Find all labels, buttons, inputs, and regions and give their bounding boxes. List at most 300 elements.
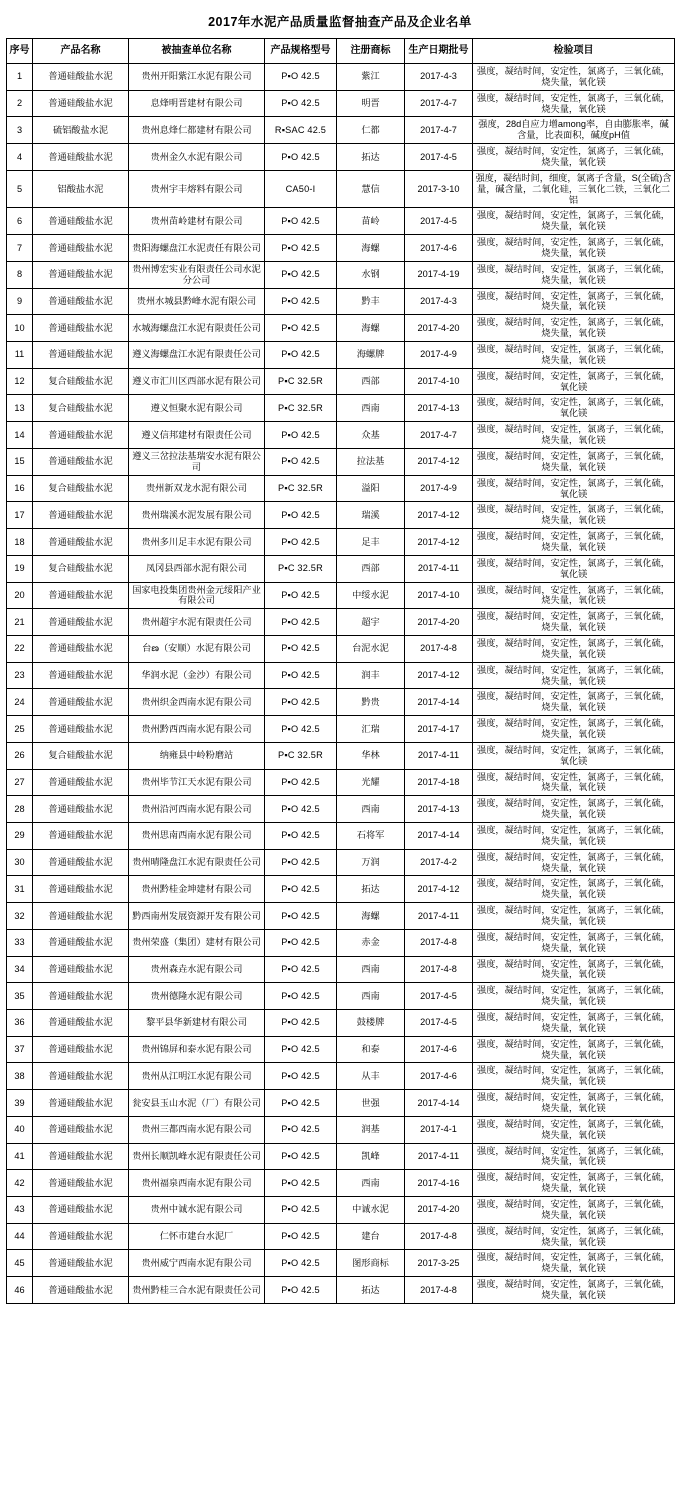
- cell-production-date: 2017-4-2: [405, 849, 473, 876]
- cell-trademark: 拓达: [337, 1277, 405, 1304]
- cell-index: 18: [7, 529, 33, 556]
- page-title: 2017年水泥产品质量监督抽查产品及企业名单: [208, 15, 472, 29]
- cell-inspection-items: 强度，凝结时间，安定性，氯离子，三氧化硫，烧失量，氧化镁: [473, 1036, 675, 1063]
- cell-production-date: 2017-4-14: [405, 689, 473, 716]
- table-row: [7, 1143, 675, 1170]
- cell-product-name: 普通硅酸盐水泥: [33, 929, 129, 956]
- cell-inspected-unit: 黎平县华新建材有限公司: [129, 1010, 265, 1037]
- cell-production-date: 2017-4-18: [405, 769, 473, 796]
- cell-inspected-unit: 贵州黔桂金坤建材有限公司: [129, 876, 265, 903]
- cell-index: 6: [7, 208, 33, 235]
- cell-index: 25: [7, 716, 33, 743]
- cell-trademark: 世强: [337, 1090, 405, 1117]
- cell-product-name: 复合硅酸盐水泥: [33, 555, 129, 582]
- table-row: [7, 1063, 675, 1090]
- cell-product-name: 普通硅酸盐水泥: [33, 876, 129, 903]
- cell-inspection-items: 强度，凝结时间，安定性，氯离子，三氧化硫，烧失量，氧化镁: [473, 609, 675, 636]
- cell-production-date: 2017-4-12: [405, 529, 473, 556]
- table-row: [7, 822, 675, 849]
- cell-inspection-items: 强度，凝结时间，安定性，氯离子，三氧化硫，烧失量，氧化镁: [473, 1116, 675, 1143]
- cell-inspection-items: 强度，凝结时间，安定性，氯离子，三氧化硫，烧失量，氧化镁: [473, 342, 675, 369]
- cell-product-name: 普通硅酸盐水泥: [33, 1170, 129, 1197]
- cell-spec-model: P▪O 42.5: [265, 1170, 337, 1197]
- table-row: [7, 903, 675, 930]
- cell-inspection-items: 强度，凝结时间，安定性，氯离子，三氧化硫，烧失量，氧化镁: [473, 144, 675, 171]
- cell-product-name: 普通硅酸盐水泥: [33, 635, 129, 662]
- cell-production-date: 2017-4-7: [405, 422, 473, 449]
- cell-production-date: 2017-4-8: [405, 1277, 473, 1304]
- cell-inspected-unit: 贵州锦屏和泰水泥有限公司: [129, 1036, 265, 1063]
- cell-inspection-items: 强度，凝结时间，安定性，氯离子，三氧化硫，烧失量，氧化镁: [473, 1250, 675, 1277]
- cell-inspection-items: 强度，凝结时间，安定性，氯离子，三氧化硫，烧失量，氧化镁: [473, 876, 675, 903]
- table-row: [7, 983, 675, 1010]
- cell-inspected-unit: 贵州毕节江天水泥有限公司: [129, 769, 265, 796]
- cell-trademark: 足丰: [337, 529, 405, 556]
- cell-product-name: 普通硅酸盐水泥: [33, 235, 129, 262]
- cell-index: 30: [7, 849, 33, 876]
- cell-inspected-unit: 贵州开阳紫江水泥有限公司: [129, 64, 265, 91]
- cell-index: 29: [7, 822, 33, 849]
- cell-trademark: 仁都: [337, 117, 405, 144]
- cell-production-date: 2017-3-10: [405, 170, 473, 208]
- cell-product-name: 普通硅酸盐水泥: [33, 422, 129, 449]
- table-row: [7, 170, 675, 208]
- cell-inspected-unit: 贵州长顺凯峰水泥有限责任公司: [129, 1143, 265, 1170]
- cell-product-name: 普通硅酸盐水泥: [33, 1197, 129, 1224]
- cell-inspected-unit: 贵阳海螺盘江水泥责任有限公司: [129, 235, 265, 262]
- table-row: [7, 422, 675, 449]
- table-row: [7, 689, 675, 716]
- cell-product-name: 普通硅酸盐水泥: [33, 64, 129, 91]
- table-row: [7, 582, 675, 609]
- cell-product-name: 普通硅酸盐水泥: [33, 1063, 129, 1090]
- cell-spec-model: P▪O 42.5: [265, 1250, 337, 1277]
- cell-product-name: 普通硅酸盐水泥: [33, 689, 129, 716]
- table-row: [7, 208, 675, 235]
- cell-index: 19: [7, 555, 33, 582]
- cell-spec-model: P▪O 42.5: [265, 1090, 337, 1117]
- cell-spec-model: P▪O 42.5: [265, 822, 337, 849]
- column-header-index: 序号: [7, 39, 33, 64]
- cell-index: 16: [7, 475, 33, 502]
- cell-inspection-items: 强度，凝结时间，安定性，氯离子，三氧化硫，烧失量，氧化镁: [473, 288, 675, 315]
- cell-product-name: 普通硅酸盐水泥: [33, 1277, 129, 1304]
- cell-spec-model: P▪O 42.5: [265, 582, 337, 609]
- column-header-date: 生产日期批号: [405, 39, 473, 64]
- cell-production-date: 2017-4-11: [405, 742, 473, 769]
- cell-trademark: 瑞溪: [337, 502, 405, 529]
- cell-spec-model: P▪O 42.5: [265, 529, 337, 556]
- cell-spec-model: P▪O 42.5: [265, 288, 337, 315]
- table-row: [7, 876, 675, 903]
- cell-inspected-unit: 水城海螺盘江水泥有限责任公司: [129, 315, 265, 342]
- cell-product-name: 普通硅酸盐水泥: [33, 983, 129, 1010]
- cell-trademark: 西部: [337, 368, 405, 395]
- cell-product-name: 普通硅酸盐水泥: [33, 288, 129, 315]
- cell-index: 7: [7, 235, 33, 262]
- cell-inspected-unit: 贵州威宁西南水泥有限公司: [129, 1250, 265, 1277]
- cell-trademark: 西南: [337, 796, 405, 823]
- cell-inspected-unit: 凤冈县西部水泥有限公司: [129, 555, 265, 582]
- cell-trademark: 明晋: [337, 90, 405, 117]
- cell-production-date: 2017-4-5: [405, 144, 473, 171]
- cell-trademark: 中绥水泥: [337, 582, 405, 609]
- cell-spec-model: P▪O 42.5: [265, 1197, 337, 1224]
- cell-inspection-items: 强度，凝结时间，安定性，氯离子，三氧化硫，烧失量，氧化镁: [473, 956, 675, 983]
- cell-trademark: 溢阳: [337, 475, 405, 502]
- cell-production-date: 2017-3-25: [405, 1250, 473, 1277]
- cell-inspected-unit: 纳雍县中岭粉磨站: [129, 742, 265, 769]
- cell-trademark: 海螺: [337, 903, 405, 930]
- cell-inspected-unit: 贵州博宏实业有限责任公司水泥分公司: [129, 261, 265, 288]
- cell-spec-model: P▪O 42.5: [265, 689, 337, 716]
- cell-index: 1: [7, 64, 33, 91]
- cell-product-name: 普通硅酸盐水泥: [33, 448, 129, 475]
- cell-inspected-unit: 贵州三都西南水泥有限公司: [129, 1116, 265, 1143]
- cell-spec-model: P▪O 42.5: [265, 1036, 337, 1063]
- cell-product-name: 复合硅酸盐水泥: [33, 395, 129, 422]
- cell-spec-model: P▪O 42.5: [265, 903, 337, 930]
- table-row: [7, 395, 675, 422]
- cell-inspected-unit: 遵义恒聚水泥有限公司: [129, 395, 265, 422]
- cell-trademark: 赤金: [337, 929, 405, 956]
- cell-inspected-unit: 贵州水城县黔峰水泥有限公司: [129, 288, 265, 315]
- cell-index: 5: [7, 170, 33, 208]
- cell-production-date: 2017-4-12: [405, 502, 473, 529]
- cell-index: 12: [7, 368, 33, 395]
- cell-trademark: 海螺牌: [337, 342, 405, 369]
- cell-index: 20: [7, 582, 33, 609]
- cell-inspection-items: 强度，凝结时间，安定性，氯离子，三氧化硫，烧失量，氧化镁: [473, 635, 675, 662]
- cell-index: 8: [7, 261, 33, 288]
- cell-inspected-unit: 息烽明晋建材有限公司: [129, 90, 265, 117]
- cell-product-name: 普通硅酸盐水泥: [33, 1116, 129, 1143]
- cell-production-date: 2017-4-8: [405, 956, 473, 983]
- cell-inspected-unit: 贵州沿河西南水泥有限公司: [129, 796, 265, 823]
- table-row: [7, 796, 675, 823]
- cell-index: 46: [7, 1277, 33, 1304]
- cell-trademark: 凯峰: [337, 1143, 405, 1170]
- cell-product-name: 普通硅酸盐水泥: [33, 849, 129, 876]
- cell-production-date: 2017-4-12: [405, 662, 473, 689]
- cell-product-name: 普通硅酸盐水泥: [33, 502, 129, 529]
- cell-inspection-items: 强度，凝结时间，安定性，氯离子，三氧化硫，烧失量，氧化镁: [473, 235, 675, 262]
- cell-product-name: 普通硅酸盐水泥: [33, 1010, 129, 1037]
- table-row: [7, 1090, 675, 1117]
- cell-trademark: 黔丰: [337, 288, 405, 315]
- cell-product-name: 普通硅酸盐水泥: [33, 796, 129, 823]
- cell-index: 24: [7, 689, 33, 716]
- cell-inspection-items: 强度，凝结时间，安定性，氯离子，三氧化硫，烧失量，氧化镁: [473, 502, 675, 529]
- cell-product-name: 复合硅酸盐水泥: [33, 368, 129, 395]
- cell-spec-model: P▪O 42.5: [265, 64, 337, 91]
- cell-inspected-unit: 贵州超宇水泥有限责任公司: [129, 609, 265, 636]
- cell-trademark: 鼓楼牌: [337, 1010, 405, 1037]
- cell-production-date: 2017-4-11: [405, 1143, 473, 1170]
- cell-trademark: 拓达: [337, 144, 405, 171]
- cell-inspection-items: 强度，凝结时间，安定性，氯离子，三氧化硫，烧失量，氧化镁: [473, 1197, 675, 1224]
- table-row: [7, 1250, 675, 1277]
- cell-inspected-unit: 黔西南州发展资源开发有限公司: [129, 903, 265, 930]
- cell-trademark: 西南: [337, 983, 405, 1010]
- cell-trademark: 拉法基: [337, 448, 405, 475]
- table-row: [7, 1036, 675, 1063]
- cell-inspection-items: 强度，凝结时间，安定性，氯离子，三氧化硫，烧失量，氧化镁: [473, 1063, 675, 1090]
- cell-product-name: 普通硅酸盐水泥: [33, 261, 129, 288]
- cell-trademark: 光耀: [337, 769, 405, 796]
- cell-production-date: 2017-4-20: [405, 1197, 473, 1224]
- cell-spec-model: P▪C 32.5R: [265, 742, 337, 769]
- cell-spec-model: P▪O 42.5: [265, 929, 337, 956]
- cell-spec-model: CA50-I: [265, 170, 337, 208]
- cell-trademark: 润基: [337, 1116, 405, 1143]
- cell-product-name: 普通硅酸盐水泥: [33, 1143, 129, 1170]
- cell-inspection-items: 强度，凝结时间，安定性，氯离子，三氧化硫，烧失量，氧化镁: [473, 662, 675, 689]
- cell-index: 4: [7, 144, 33, 171]
- cell-trademark: 苗岭: [337, 208, 405, 235]
- cell-spec-model: P▪O 42.5: [265, 261, 337, 288]
- cell-inspected-unit: 遵义海螺盘江水泥有限责任公司: [129, 342, 265, 369]
- cell-spec-model: P▪O 42.5: [265, 849, 337, 876]
- cell-spec-model: P▪C 32.5R: [265, 395, 337, 422]
- cell-spec-model: P▪O 42.5: [265, 1143, 337, 1170]
- cell-production-date: 2017-4-5: [405, 208, 473, 235]
- cell-spec-model: P▪O 42.5: [265, 1277, 337, 1304]
- cell-production-date: 2017-4-14: [405, 1090, 473, 1117]
- cell-inspected-unit: 贵州思南西南水泥有限公司: [129, 822, 265, 849]
- cell-index: 17: [7, 502, 33, 529]
- cell-trademark: 拓达: [337, 876, 405, 903]
- cell-production-date: 2017-4-16: [405, 1170, 473, 1197]
- table-row: [7, 635, 675, 662]
- column-header-spec: 产品规格型号: [265, 39, 337, 64]
- cell-production-date: 2017-4-8: [405, 635, 473, 662]
- cell-production-date: 2017-4-20: [405, 609, 473, 636]
- cell-inspected-unit: 贵州德隆水泥有限公司: [129, 983, 265, 1010]
- cell-spec-model: P▪O 42.5: [265, 716, 337, 743]
- cell-product-name: 普通硅酸盐水泥: [33, 822, 129, 849]
- cell-product-name: 普通硅酸盐水泥: [33, 529, 129, 556]
- cell-index: 43: [7, 1197, 33, 1224]
- cell-index: 45: [7, 1250, 33, 1277]
- cell-inspected-unit: 华润水泥（金沙）有限公司: [129, 662, 265, 689]
- table-row: [7, 555, 675, 582]
- cell-trademark: 黔贵: [337, 689, 405, 716]
- cell-trademark: 中诚水泥: [337, 1197, 405, 1224]
- cell-index: 38: [7, 1063, 33, 1090]
- cell-trademark: 超宇: [337, 609, 405, 636]
- cell-spec-model: P▪C 32.5R: [265, 368, 337, 395]
- cell-inspected-unit: 贵州黔西西南水泥有限公司: [129, 716, 265, 743]
- table-row: [7, 1197, 675, 1224]
- cell-inspection-items: 强度，凝结时间，细度，氯离子含量，S(全硫)含量，碱含量，二氧化硅，三氧化二铁，三氧化二铝: [473, 170, 675, 208]
- cell-production-date: 2017-4-5: [405, 1010, 473, 1037]
- cell-trademark: 万润: [337, 849, 405, 876]
- cell-trademark: 西南: [337, 1170, 405, 1197]
- cell-product-name: 普通硅酸盐水泥: [33, 1036, 129, 1063]
- cell-production-date: 2017-4-6: [405, 1063, 473, 1090]
- cell-product-name: 普通硅酸盐水泥: [33, 1090, 129, 1117]
- cell-spec-model: P▪O 42.5: [265, 342, 337, 369]
- cell-trademark: 和泰: [337, 1036, 405, 1063]
- cell-production-date: 2017-4-6: [405, 235, 473, 262]
- cell-spec-model: P▪O 42.5: [265, 208, 337, 235]
- cell-spec-model: P▪O 42.5: [265, 1063, 337, 1090]
- cell-production-date: 2017-4-14: [405, 822, 473, 849]
- table-row: [7, 342, 675, 369]
- table-row: [7, 769, 675, 796]
- cell-inspection-items: 强度，凝结时间，安定性，氯离子，三氧化硫，烧失量，氧化镁: [473, 1010, 675, 1037]
- cell-inspected-unit: 贵州息烽仁都建材有限公司: [129, 117, 265, 144]
- cell-trademark: 从丰: [337, 1063, 405, 1090]
- cell-index: 28: [7, 796, 33, 823]
- column-header-items: 检验项目: [473, 39, 675, 64]
- table-row: [7, 288, 675, 315]
- cell-index: 11: [7, 342, 33, 369]
- cell-trademark: 润丰: [337, 662, 405, 689]
- cell-production-date: 2017-4-7: [405, 117, 473, 144]
- cell-trademark: 紫江: [337, 64, 405, 91]
- cell-trademark: 石将军: [337, 822, 405, 849]
- table-row: [7, 716, 675, 743]
- table-row: [7, 90, 675, 117]
- cell-spec-model: P▪C 32.5R: [265, 555, 337, 582]
- cell-production-date: 2017-4-8: [405, 929, 473, 956]
- cell-inspection-items: 强度，凝结时间，安定性，氯离子，三氧化硫，烧失量，氧化镁: [473, 315, 675, 342]
- cell-index: 3: [7, 117, 33, 144]
- table-header: [7, 39, 675, 64]
- cell-production-date: 2017-4-12: [405, 876, 473, 903]
- table-row: [7, 609, 675, 636]
- cell-production-date: 2017-4-13: [405, 395, 473, 422]
- cell-trademark: 西南: [337, 395, 405, 422]
- cell-production-date: 2017-4-3: [405, 288, 473, 315]
- cell-inspection-items: 强度，凝结时间，安定性，氯离子，三氧化硫，烧失量，氧化镁: [473, 689, 675, 716]
- table-row: [7, 368, 675, 395]
- table-row: [7, 261, 675, 288]
- cell-inspected-unit: 贵州森垚水泥有限公司: [129, 956, 265, 983]
- cell-trademark: 众基: [337, 422, 405, 449]
- cell-product-name: 普通硅酸盐水泥: [33, 609, 129, 636]
- cell-inspection-items: 强度，凝结时间，安定性，氯离子，三氧化硫，烧失量，氧化镁: [473, 448, 675, 475]
- cell-inspection-items: 强度，凝结时间，安定性，氯离子，三氧化硫，氧化镁: [473, 475, 675, 502]
- table-row: [7, 529, 675, 556]
- cell-inspection-items: 强度，凝结时间，安定性，氯离子，三氧化硫，烧失量，氧化镁: [473, 261, 675, 288]
- cell-index: 13: [7, 395, 33, 422]
- table-row: [7, 956, 675, 983]
- cell-spec-model: P▪O 42.5: [265, 502, 337, 529]
- cell-spec-model: P▪O 42.5: [265, 235, 337, 262]
- cell-spec-model: P▪O 42.5: [265, 315, 337, 342]
- cell-product-name: 普通硅酸盐水泥: [33, 582, 129, 609]
- cell-production-date: 2017-4-12: [405, 448, 473, 475]
- cell-index: 22: [7, 635, 33, 662]
- cell-product-name: 普通硅酸盐水泥: [33, 903, 129, 930]
- cell-trademark: 汇瑞: [337, 716, 405, 743]
- cell-inspected-unit: 贵州苗岭建材有限公司: [129, 208, 265, 235]
- cell-inspection-items: 强度，凝结时间，安定性，氯离子，三氧化硫，烧失量，氧化镁: [473, 90, 675, 117]
- cell-index: 27: [7, 769, 33, 796]
- cell-inspected-unit: 贵州多川足丰水泥有限公司: [129, 529, 265, 556]
- column-header-brand: 注册商标: [337, 39, 405, 64]
- cell-product-name: 普通硅酸盐水泥: [33, 208, 129, 235]
- cell-inspected-unit: 遵义三岔拉法基瑞安水泥有限公司: [129, 448, 265, 475]
- cell-index: 33: [7, 929, 33, 956]
- cell-index: 2: [7, 90, 33, 117]
- cell-inspection-items: 强度，凝结时间，安定性，氯离子，三氧化硫，烧失量，氧化镁: [473, 796, 675, 823]
- table-row: [7, 64, 675, 91]
- cell-inspection-items: 强度，凝结时间，安定性，氯离子，三氧化硫，氧化镁: [473, 368, 675, 395]
- cell-inspection-items: 强度，凝结时间，安定性，氯离子，三氧化硫，氧化镁: [473, 742, 675, 769]
- cell-inspected-unit: 遵义市汇川区西部水泥有限公司: [129, 368, 265, 395]
- cell-index: 42: [7, 1170, 33, 1197]
- cell-spec-model: P▪O 42.5: [265, 144, 337, 171]
- cell-inspection-items: 强度，凝结时间，安定性，氯离子，三氧化硫，烧失量，氧化镁: [473, 582, 675, 609]
- cell-index: 9: [7, 288, 33, 315]
- cell-inspected-unit: 仁怀市建台水泥厂: [129, 1223, 265, 1250]
- table-row: [7, 1277, 675, 1304]
- cell-spec-model: P▪O 42.5: [265, 1223, 337, 1250]
- cell-inspected-unit: 贵州织金西南水泥有限公司: [129, 689, 265, 716]
- table-row: [7, 1010, 675, 1037]
- cell-trademark: 西部: [337, 555, 405, 582]
- cell-inspection-items: 强度，凝结时间，安定性，氯离子，三氧化硫，烧失量，氧化镁: [473, 716, 675, 743]
- table-row: [7, 1170, 675, 1197]
- cell-inspection-items: 强度，凝结时间，安定性，氯离子，三氧化硫，烧失量，氧化镁: [473, 1223, 675, 1250]
- table-row: [7, 117, 675, 144]
- cell-product-name: 普通硅酸盐水泥: [33, 1250, 129, 1277]
- cell-inspection-items: 强度，凝结时间，安定性，氯离子，三氧化硫，氧化镁: [473, 555, 675, 582]
- column-header-product: 产品名称: [33, 39, 129, 64]
- cell-inspected-unit: 贵州新双龙水泥有限公司: [129, 475, 265, 502]
- cell-inspection-items: 强度，凝结时间，安定性，氯离子，三氧化硫，烧失量，氧化镁: [473, 769, 675, 796]
- table-row: [7, 929, 675, 956]
- cell-production-date: 2017-4-6: [405, 1036, 473, 1063]
- table-row: [7, 849, 675, 876]
- cell-index: 21: [7, 609, 33, 636]
- cell-inspection-items: 强度，凝结时间，安定性，氯离子，三氧化硫，烧失量，氧化镁: [473, 929, 675, 956]
- cell-spec-model: P▪O 42.5: [265, 1116, 337, 1143]
- cell-inspection-items: 强度，28d自应力增among率，自由膨胀率，碱含量，比表面积，碱度pH值: [473, 117, 675, 144]
- cell-index: 14: [7, 422, 33, 449]
- cell-spec-model: P▪O 42.5: [265, 609, 337, 636]
- cell-index: 23: [7, 662, 33, 689]
- cell-product-name: 普通硅酸盐水泥: [33, 144, 129, 171]
- cell-inspection-items: 强度，凝结时间，安定性，氯离子，三氧化硫，烧失量，氧化镁: [473, 903, 675, 930]
- cell-production-date: 2017-4-17: [405, 716, 473, 743]
- cell-inspection-items: 强度，凝结时间，安定性，氯离子，三氧化硫，烧失量，氧化镁: [473, 422, 675, 449]
- cell-production-date: 2017-4-10: [405, 582, 473, 609]
- cell-inspected-unit: 贵州宇丰熔料有限公司: [129, 170, 265, 208]
- cell-inspected-unit: 台ణ（安顺）水泥有限公司: [129, 635, 265, 662]
- cell-trademark: 海螺: [337, 235, 405, 262]
- cell-inspection-items: 强度，凝结时间，安定性，氯离子，三氧化硫，烧失量，氧化镁: [473, 208, 675, 235]
- cell-index: 39: [7, 1090, 33, 1117]
- cell-inspection-items: 强度，凝结时间，安定性，氯离子，三氧化硫，烧失量，氧化镁: [473, 849, 675, 876]
- cell-spec-model: P▪O 42.5: [265, 448, 337, 475]
- cell-inspected-unit: 贵州中诚水泥有限公司: [129, 1197, 265, 1224]
- cell-trademark: 水钢: [337, 261, 405, 288]
- cell-production-date: 2017-4-19: [405, 261, 473, 288]
- cell-spec-model: P▪O 42.5: [265, 956, 337, 983]
- cell-inspected-unit: 贵州福泉西南水泥有限公司: [129, 1170, 265, 1197]
- cell-index: 15: [7, 448, 33, 475]
- cell-trademark: 台泥水泥: [337, 635, 405, 662]
- cell-inspected-unit: 国家电投集团贵州金元绥阳产业有限公司: [129, 582, 265, 609]
- cell-spec-model: P▪O 42.5: [265, 635, 337, 662]
- cell-production-date: 2017-4-9: [405, 475, 473, 502]
- cell-inspection-items: 强度，凝结时间，安定性，氯离子，三氧化硫，烧失量，氧化镁: [473, 529, 675, 556]
